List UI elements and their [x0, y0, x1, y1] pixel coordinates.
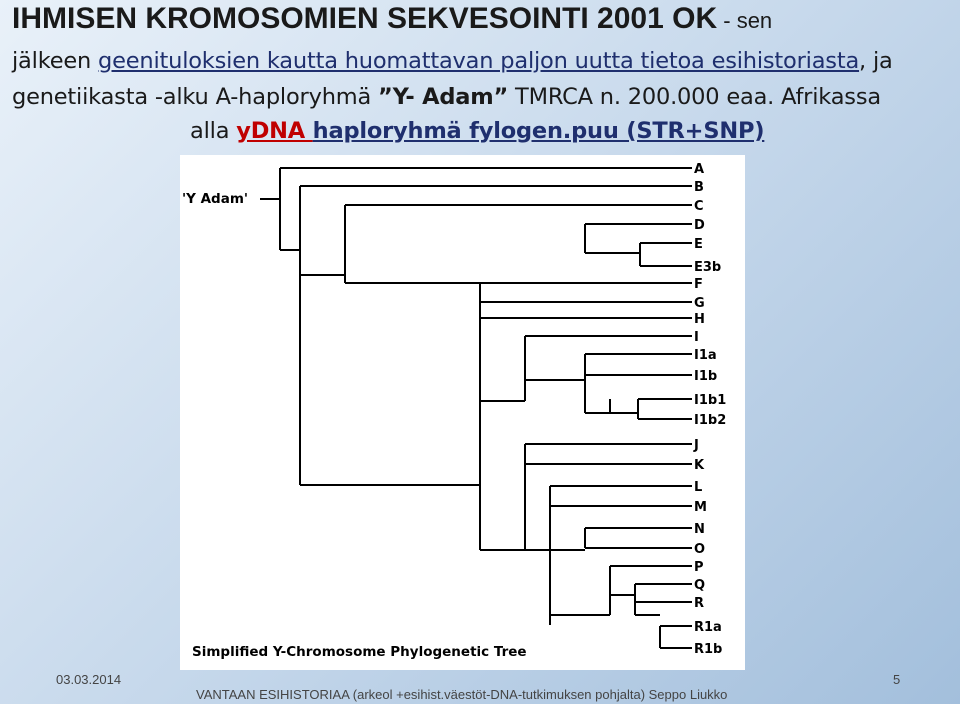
line4-start: alla: [190, 118, 237, 144]
haplogroup-label: G: [694, 296, 705, 311]
haplogroup-label: K: [694, 458, 705, 473]
haplogroup-label: I1a: [694, 348, 717, 363]
title-suffix: - sen: [717, 8, 773, 33]
page-number: 5: [893, 672, 901, 687]
phylogenetic-tree-svg: [180, 155, 745, 670]
haplogroup-label: C: [694, 199, 704, 214]
haplogroup-label: J: [694, 438, 699, 453]
haplogroup-label: D: [694, 218, 705, 233]
line3-end: TMRCA n. 200.000 eaa. Afrikassa: [508, 84, 881, 110]
haplogroup-label: H: [694, 312, 705, 327]
haplogroup-label: R1a: [694, 620, 722, 635]
line3-start: genetiikasta -alku A-haploryhmä: [12, 84, 379, 110]
line2-start: jälkeen: [12, 48, 99, 74]
line2-end: , ja: [859, 48, 893, 74]
root-label: 'Y Adam': [182, 191, 249, 207]
haplogroup-label: R: [694, 596, 705, 611]
haplogroup-label: A: [694, 162, 705, 177]
footer-date: 03.03.2014: [56, 672, 122, 687]
haplogroup-label: I1b2: [694, 413, 727, 428]
subtitle-line-3: [12, 84, 881, 110]
haplogroup-label: N: [694, 522, 705, 537]
ydna-link[interactable]: yDNA: [236, 118, 313, 144]
line2-link[interactable]: geenituloksien kautta huomattavan paljon uutta tietoa esihistoriasta: [98, 48, 860, 74]
haplogroup-label: O: [694, 542, 706, 557]
haplogroup-label: F: [694, 277, 703, 292]
subtitle-line-4: [190, 118, 764, 144]
haplogroup-label: E: [694, 237, 703, 252]
haplogroup-label: I1b1: [694, 393, 727, 408]
haplogroup-label: L: [694, 480, 703, 495]
title-line: [12, 2, 772, 36]
phylogenetic-tree-image: [180, 155, 745, 670]
haplogroup-label: P: [694, 560, 704, 575]
haplogroup-label: Q: [694, 578, 706, 593]
haplogroup-label: R1b: [694, 642, 723, 657]
haplogroup-label: E3b: [694, 260, 722, 275]
slide-title: IHMISEN KROMOSOMIEN SEKVESOINTI 2001 OK: [12, 2, 718, 35]
tree-caption: Simplified Y-Chromosome Phylogenetic Tree: [192, 644, 527, 660]
haplogroup-label: I1b: [694, 369, 718, 384]
y-adam-label: ”Y- Adam”: [378, 84, 509, 110]
subtitle-line-2: [12, 48, 893, 74]
haplogroup-label: I: [694, 330, 699, 345]
haplogroup-label: M: [694, 500, 707, 515]
haplogroup-label: B: [694, 180, 704, 195]
tree-title-link[interactable]: haploryhmä fylogen.puu (STR+SNP): [312, 118, 765, 144]
footer-text: VANTAAN ESIHISTORIAA (arkeol +esihist.väestöt-DNA-tutkimuksen pohjalta) Seppo Liukko: [196, 687, 728, 702]
